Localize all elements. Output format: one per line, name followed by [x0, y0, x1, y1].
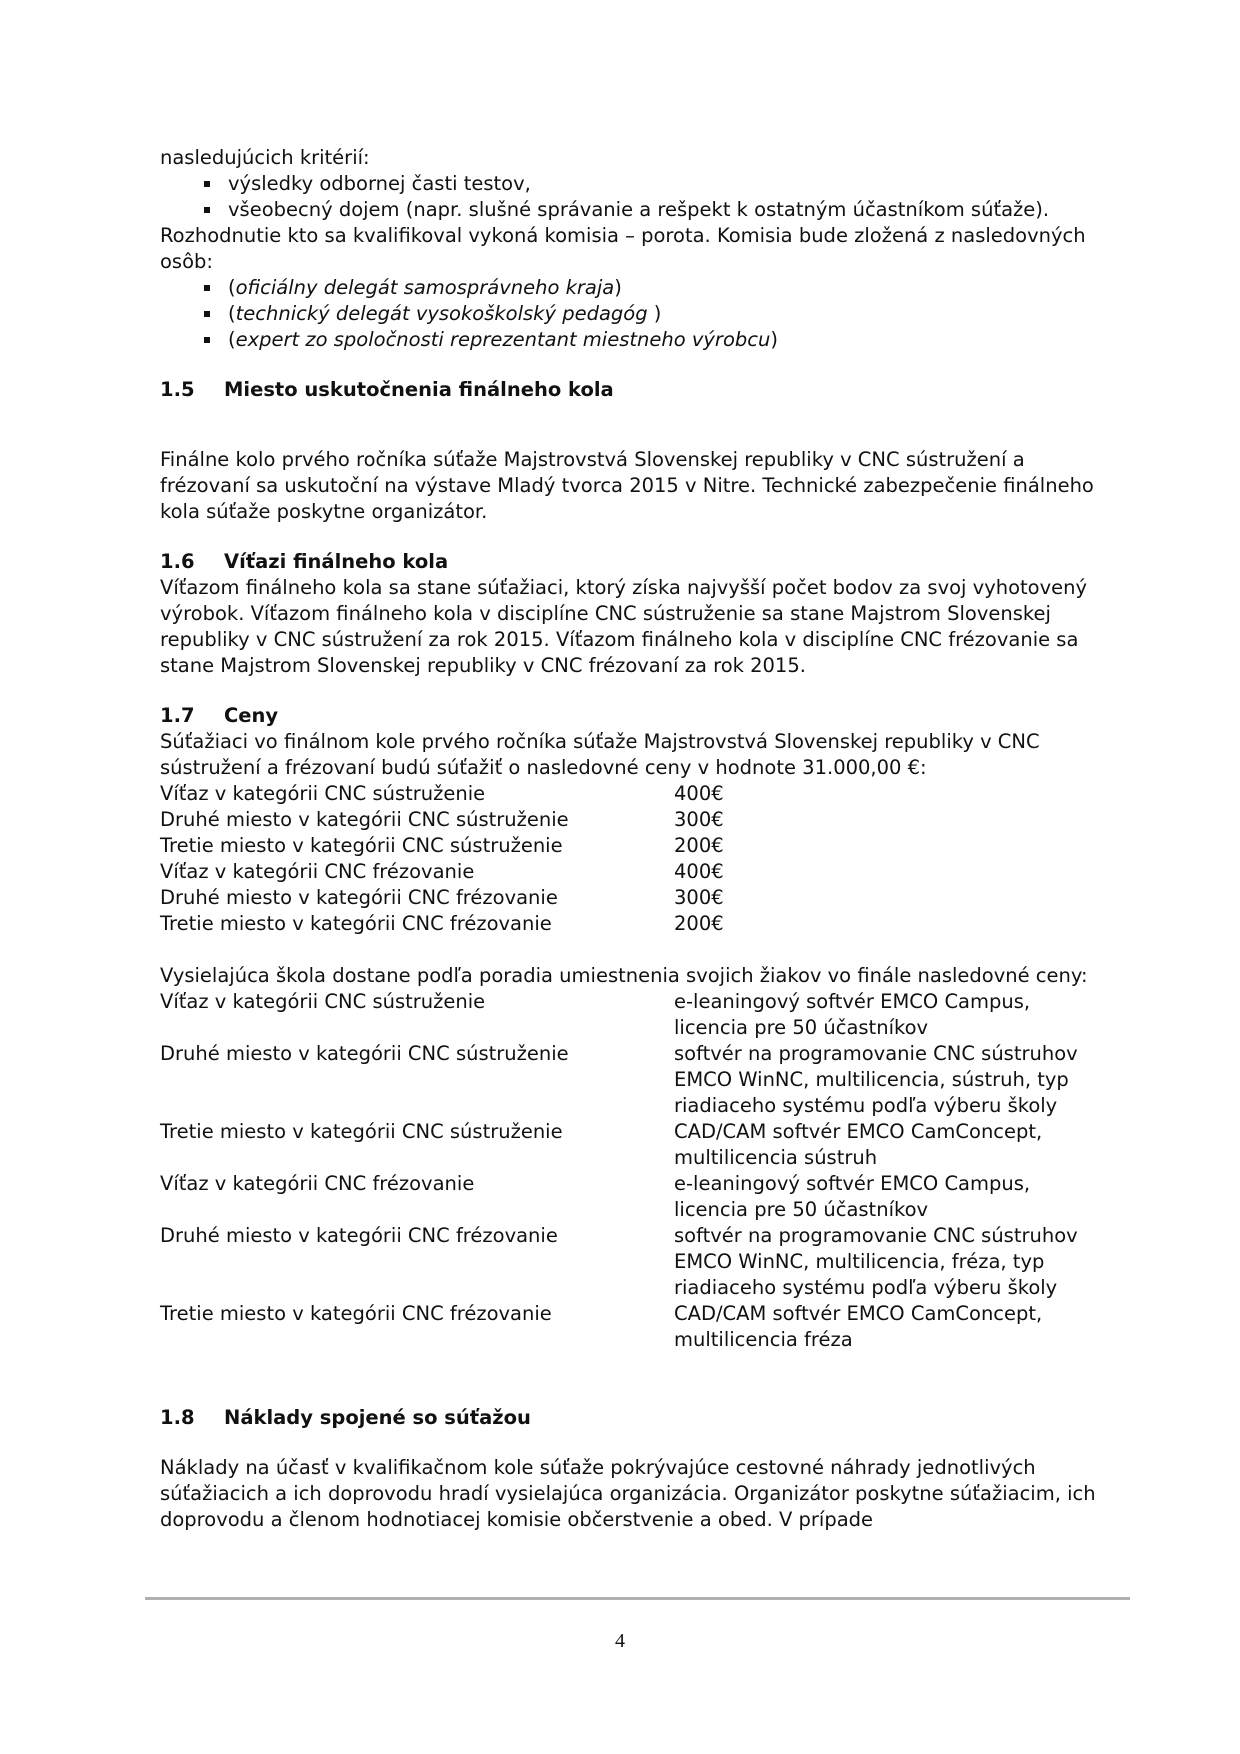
section-title: Náklady spojené so súťažou: [224, 1406, 531, 1429]
section-number: 1.5: [160, 378, 195, 401]
list-item: (technický delegát vysokoškolský pedagóg ): [204, 301, 1120, 327]
committee-paragraph: Rozhodnutie kto sa kvalifikoval vykoná komisia – porota. Komisia bude zložená z nasledovných osôb:: [160, 224, 1086, 273]
section-paragraph: Finálne kolo prvého ročníka súťaže Majstrovstvá Slovenskej republiky v CNC sústružení a frézovaní sa uskutoční na výstave Mladý tvorca 2015 v Nitre. Technické zabezpečenie finálneho kola súťaže poskytne organizátor.: [160, 448, 1094, 523]
table-row: Víťaz v kategórii CNC frézovanie e-leaningový softvér EMCO Campus, licencia pre 50 účastníkov: [160, 1172, 1031, 1221]
section-heading: [160, 1405, 1120, 1431]
school-prizes-intro: Vysielajúca škola dostane podľa poradia umiestnenia svojich žiakov vo finále nasledovné ceny:: [160, 964, 1088, 987]
section-paragraph: Náklady na účasť v kvalifikačnom kole súťaže pokrývajúce cestovné náhrady jednotlivých súťažiacich a ich doprovodu hradí vysielajúca organizácia. Organizátor poskytne súťažiacim, ich doprovodu a členom hodnotiacej komisie občerstvenie a obed. V prípade: [160, 1456, 1096, 1531]
section-heading: [160, 549, 1120, 575]
criteria-list: [160, 171, 1120, 223]
school-prizes-table: [160, 989, 1120, 1353]
section-number: 1.7: [160, 704, 195, 727]
section-title: Miesto uskutočnenia finálneho kola: [224, 378, 614, 401]
document-page: [160, 0, 1120, 1533]
table-row: Víťaz v kategórii CNC frézovanie 400€: [160, 860, 724, 883]
committee-members-list: [160, 275, 1120, 353]
section-title: Víťazi finálneho kola: [224, 550, 449, 573]
list-item: (expert zo spoločnosti reprezentant miestneho výrobcu): [204, 327, 1120, 353]
table-row: Víťaz v kategórii CNC sústruženie 400€: [160, 782, 724, 805]
table-row: Tretie miesto v kategórii CNC sústruženie CAD/CAM softvér EMCO CamConcept, multilicencia sústruh: [160, 1120, 1043, 1169]
section-paragraph: Súťažiaci vo finálnom kole prvého ročníka súťaže Majstrovstvá Slovenskej republiky v CNC sústružení a frézovaní budú súťažiť o nasledovné ceny v hodnote 31.000,00 €:: [160, 730, 1040, 779]
table-row: Druhé miesto v kategórii CNC frézovanie 300€: [160, 886, 724, 909]
money-prizes-table: [160, 781, 1120, 937]
list-item: výsledky odbornej časti testov,: [204, 171, 1120, 197]
table-row: Tretie miesto v kategórii CNC sústruženie 200€: [160, 834, 724, 857]
table-row: Tretie miesto v kategórii CNC frézovanie 200€: [160, 912, 724, 935]
section-heading: [160, 377, 1120, 403]
table-row: Tretie miesto v kategórii CNC frézovanie CAD/CAM softvér EMCO CamConcept, multilicencia fréza: [160, 1302, 1043, 1351]
page-number: 4: [615, 1630, 625, 1652]
section-heading: [160, 703, 1120, 729]
list-item: (oficiálny delegát samosprávneho kraja): [204, 275, 1120, 301]
table-row: Druhé miesto v kategórii CNC sústruženie softvér na programovanie CNC sústruhov EMCO WinNC, multilicencia, sústruh, typ riadiaceho systému podľa výberu školy: [160, 1042, 1078, 1117]
section-title: Ceny: [224, 704, 279, 727]
section-paragraph: Víťazom finálneho kola sa stane súťažiaci, ktorý získa najvyšší počet bodov za svoj vyhotovený výrobok. Víťazom finálneho kola v disciplíne CNC sústruženie sa stane Majstrom Slovenskej republiky v CNC sústružení za rok 2015. Víťazom finálneho kola v disciplíne CNC frézovanie sa stane Majstrom Slovenskej republiky v CNC frézovaní za rok 2015.: [160, 576, 1088, 677]
section-number: 1.6: [160, 550, 195, 573]
list-item: všeobecný dojem (napr. slušné správanie a rešpekt k ostatným účastníkom súťaže).: [204, 197, 1120, 223]
section-number: 1.8: [160, 1406, 195, 1429]
table-row: Víťaz v kategórii CNC sústruženie e-leaningový softvér EMCO Campus, licencia pre 50 účastníkov: [160, 990, 1031, 1039]
intro-lead: nasledujúcich kritérií:: [160, 146, 370, 169]
table-row: Druhé miesto v kategórii CNC sústruženie 300€: [160, 808, 724, 831]
footer-divider: [145, 1597, 1130, 1600]
table-row: Druhé miesto v kategórii CNC frézovanie softvér na programovanie CNC sústruhov EMCO WinNC, multilicencia, fréza, typ riadiaceho systému podľa výberu školy: [160, 1224, 1078, 1299]
